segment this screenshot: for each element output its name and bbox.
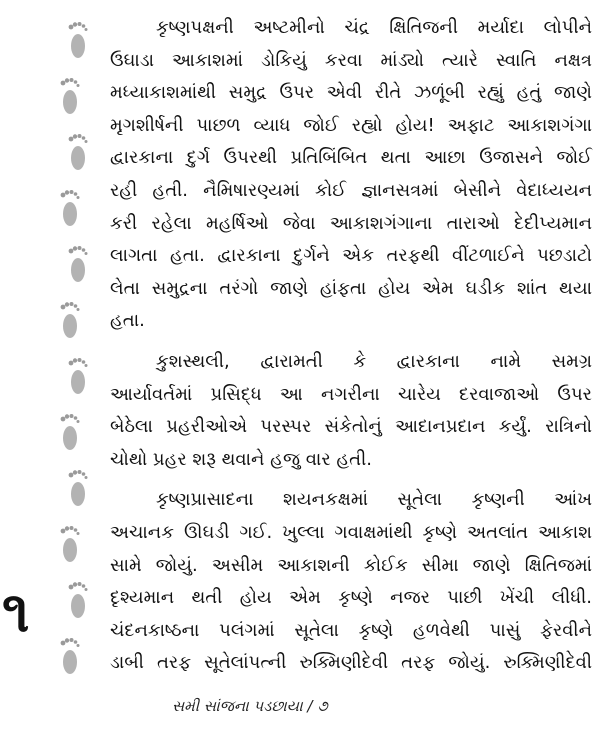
- text-line: હતા.: [110, 310, 145, 332]
- footprint-icon: [58, 300, 80, 340]
- text-line: ચોથો પ્રહર શરૂ થવાને હજુ વાર હતી.: [110, 448, 372, 470]
- footprint-icon: [58, 412, 80, 452]
- footprint-icon: [58, 636, 80, 676]
- footprint-icon: [66, 244, 88, 284]
- text-line: કૃષ્ણપક્ષની અષ્ટમીનો ચંદ્ર ક્ષિતિજની મર્યાદા લોપીને: [156, 17, 592, 38]
- chapter-number: ૧: [2, 580, 30, 645]
- paragraph-3: [110, 484, 592, 680]
- text-line: રહી હતી. નૈમિષારણ્યમાં કોઈ જ્ઞાનસત્રમાં બેસીને વેદાધ્યયન: [110, 179, 592, 201]
- footprint-icon: [58, 524, 80, 564]
- text-line: સામે જોયું. અસીમ આકાશની કોઈક સીમા જાણે ક્ષિતિજમાં: [110, 554, 592, 576]
- footprint-icon: [58, 188, 80, 228]
- text-line: ઉઘાડા આકાશમાં ડોકિયું કરવા માંડ્યો ત્યારે સ્વાતિ નક્ષત્ર: [110, 49, 592, 71]
- text-line: કરી રહેલા મહર્ષિઓ જેવા આકાશગંગાના તારાઓ દેદીપ્યમાન: [110, 212, 592, 234]
- text-line: કૃષ્ણપ્રાસાદના શયનકક્ષમાં સૂતેલા કૃષ્ણની આંખ: [156, 489, 592, 511]
- footprint-icon: [58, 76, 80, 116]
- page-footer: સમી સાંજના પડછાયા / ૭: [172, 697, 328, 715]
- text-line: દ્વારકાના દુર્ગ ઉપરથી પ્રતિબિંબિત થતા આછા ઉજાસને જોઈ: [110, 147, 592, 169]
- body-text: [110, 12, 592, 680]
- footprint-icon: [66, 132, 88, 172]
- text-line: અચાનક ઊઘડી ગઈ. ખુલ્લા ગવાક્ષમાંથી કૃષ્ણે અતલાંત આકાશ: [110, 521, 592, 543]
- text-line: બેઠેલા પ્રહરીઓએ પરસ્પર સંકેતોનું આદાનપ્રદાન કર્યું. રાત્રિનો: [110, 416, 592, 438]
- footprint-icon: [66, 356, 88, 396]
- footprint-border: [58, 20, 88, 700]
- text-line: આર્યાવર્તમાં પ્રસિદ્ધ આ નગરીના ચારેય દરવાજાઓ ઉપર: [110, 383, 592, 405]
- footprint-icon: [66, 580, 88, 620]
- paragraph-1: [110, 12, 592, 338]
- text-line: મધ્યાકાશમાંથી સમુદ્ર ઉપર એવી રીતે ઝળૂંબી રહ્યું હતું જાણે: [110, 82, 592, 104]
- text-line: દૃશ્યમાન થતી હોય એમ કૃષ્ણે નજર પાછી ખેંચી લીધી.: [110, 587, 592, 609]
- footprint-icon: [66, 20, 88, 60]
- footprint-icon: [66, 468, 88, 508]
- text-line: મૃગશીર્ષની પાછળ વ્યાધ જોઈ રહ્યો હોય! અફાટ આકાશગંગા: [110, 114, 592, 136]
- text-line: કુશસ્થલી, દ્વારામતી કે દ્વારકાના નામે સમગ્ર: [156, 350, 592, 372]
- text-line: ડાબી તરફ સૂતેલાંપત્ની રુક્મિણીદેવી તરફ જોયું. રુક્મિણીદેવી: [110, 652, 592, 674]
- text-line: ચંદનકાષ્ઠના પલંગમાં સૂતેલા કૃષ્ણે હળવેથી પાસું ફેરવીને: [110, 619, 592, 641]
- paragraph-2: [110, 346, 592, 476]
- text-line: લાગતા હતા. દ્વારકાના દુર્ગને એક તરફથી વીંટળાઈને પછડાટો: [110, 245, 592, 267]
- text-line: લેતા સમુદ્રના તરંગો જાણે હાંફતા હોય એમ ઘડીક શાંત થયા: [110, 277, 592, 299]
